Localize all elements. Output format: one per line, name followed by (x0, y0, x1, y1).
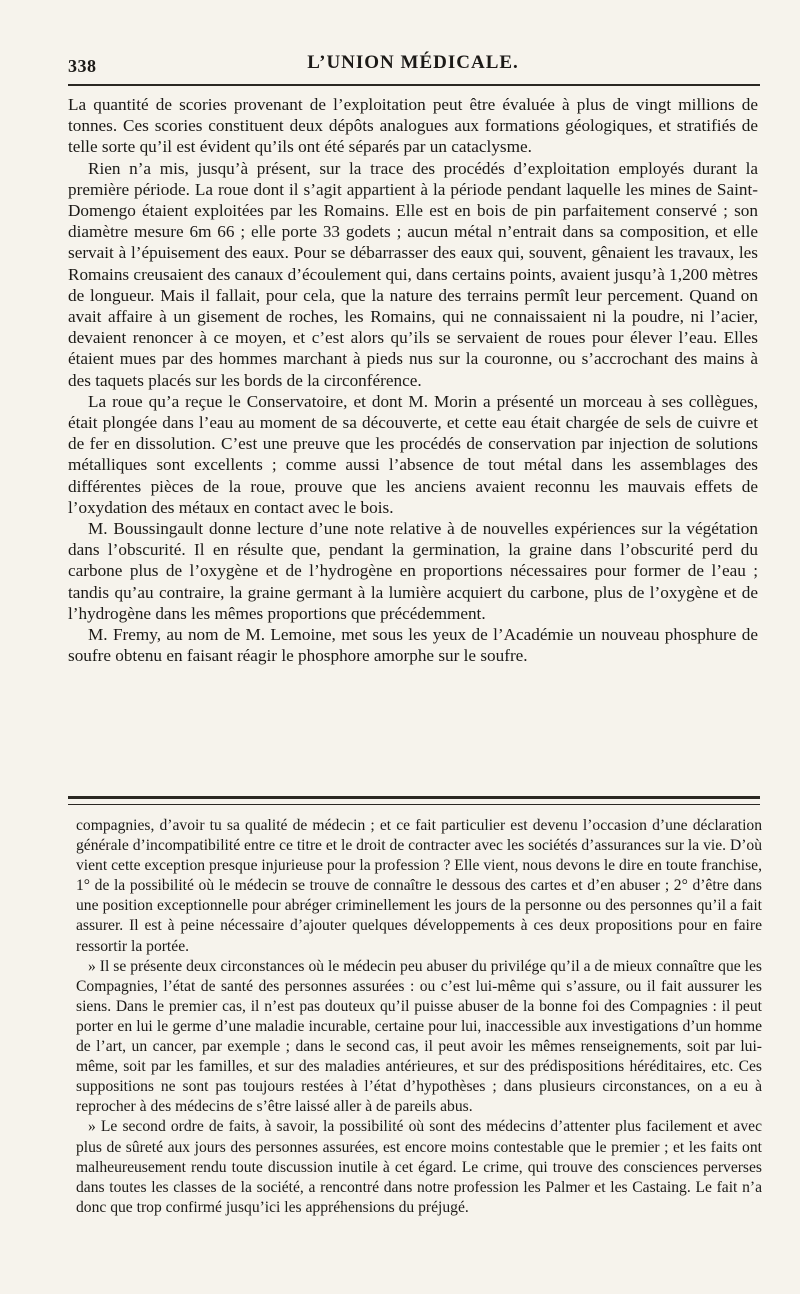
running-title: L’UNION MÉDICALE. (307, 52, 519, 73)
feuilleton-paragraph: » Le second ordre de faits, à savoir, la possibilité où sont des médecins d’attenter plus facilement et avec plus de sûreté aux jours des personnes assurées, est encore moins contestable que le premier ; et les faits ont malheureusement rendu toute discussion inutile à cet égard. Le crime, qui trouve des consciences perverses dans toutes les classes de la société, a rencontré dans notre profession les Palmer et les Castaing. Le fait n’a donc que trop confirmé jusqu’ici les appréhensions du préjugé. (76, 1118, 762, 1216)
header-rule (68, 84, 760, 86)
page-number: 338 (68, 56, 97, 76)
feuilleton-paragraph: » Il se présente deux circonstances où le médecin peu abuser du privilége qu’il a de mieux connaître que les Compagnies, l’état de santé des personnes assurées : ou c’est lui-même qui s’assure, ou il fait aussurer les siens. Dans le premier cas, il n’est pas douteux qu’il puisse abuser de la bonne foi des Compagnies : il peut porter en lui le germe d’une maladie incurable, certaine pour lui, inaccessible aux investigations d’un homme de l’art, un cancer, par exemple ; dans le second cas, il peut avoir les mêmes renseignements, soit par lui-même, soit par les familles, et sur des maladies antérieures, et sur des prédispositions héréditaires, etc. Ces suppositions ne sont pas toujours restées à l’état d’hypothèses ; dans plusieurs circonstances, on a eu à reprocher à des médecins de s’être laissé aller à de pareils abus. (76, 957, 762, 1116)
main-article (68, 94, 758, 666)
article-paragraph: M. Boussingault donne lecture d’une note relative à de nouvelles expériences sur la végétation dans l’obscurité. Il en résulte que, pendant la germination, la graine dans l’obscurité perd du carbone plus de l’oxygène et de l’hydrogène en proportions nécessaires pour former de l’eau ; tandis qu’au contraire, la graine germant à la lumière acquiert du carbone, plus de l’oxygène et de l’hydrogène dans les mêmes proportions que précédemment. (68, 519, 758, 623)
article-paragraph: La quantité de scories provenant de l’exploitation peut être évaluée à plus de vingt millions de tonnes. Ces scories constituent deux dépôts analogues aux formations géologiques, et stratifiés de telle sorte qu’il est évident qu’ils ont été séparés par un cataclysme. (68, 95, 758, 157)
article-paragraph: M. Fremy, au nom de M. Lemoine, met sous les yeux de l’Académie un nouveau phosphure de soufre obtenu en faisant réagir le phosphore amorphe sur le soufre. (68, 625, 758, 666)
feuilleton-separator (68, 796, 760, 805)
feuilleton-section (76, 816, 762, 1218)
article-paragraph: Rien n’a mis, jusqu’à présent, sur la trace des procédés d’exploitation employés durant la première période. La roue dont il s’agit appartient à la période pendant laquelle les mines de Saint-Domengo étaient exploitées par les Romains. Elle est en bois de pin parfaitement conservé ; son diamètre mesure 6m 66 ; elle porte 33 godets ; aucun métal n’entrait dans sa composition, et elle servait à l’épuisement des eaux. Pour se débarrasser des eaux qui, souvent, gênaient les travaux, les Romains creusaient des canaux d’écoulement qui, dans certains points, avaient jusqu’à 1,200 mètres de longueur. Mais il fallait, pour cela, que la nature des terrains permît leur percement. Quand on avait affaire à un gisement de roches, les Romains, qui ne connaissaient ni la poudre, ni l’acier, devaient renoncer à ce moyen, et c’est alors qu’ils se servaient de roues pour élever l’eau. Elles étaient mues par des hommes marchant à pieds nus sur la couronne, ou s’accrochant des mains à des taquets placés sur les bords de la circonférence. (68, 158, 758, 390)
article-paragraph: La roue qu’a reçue le Conservatoire, et dont M. Morin a présenté un morceau à ses collègues, était plongée dans l’eau au moment de sa découverte, et cette eau était chargée de sels de cuivre et de fer en dissolution. C’est une preuve que les procédés de conservation par injection de solutions métalliques sont excellents ; comme aussi l’absence de tout métal dans les assemblages des différentes pièces de la roue, prouve que les anciens avaient reconnu les mauvais effets de l’oxydation des métaux en contact avec le bois. (68, 391, 758, 517)
page-header (68, 50, 758, 80)
feuilleton-paragraph: compagnies, d’avoir tu sa qualité de médecin ; et ce fait particulier est devenu l’occasion d’une déclaration générale d’incompatibilité entre ce titre et le droit de contracter avec les sociétés d’assurances sur la vie. D’où vient cette exception presque injurieuse pour la profession ? Elle vient, nous devons le dire en toute franchise, 1° de la possibilité où le médecin se trouve de connaître le dessous des cartes et d’en abuser ; 2° d’être dans une position exceptionnelle pour abréger criminellement les jours de la personne ou des personnes qu’il a fait assurer. Il est à peine nécessaire d’ajouter quelques développements à ces deux propositions pour en faire ressortir la portée. (76, 817, 762, 955)
